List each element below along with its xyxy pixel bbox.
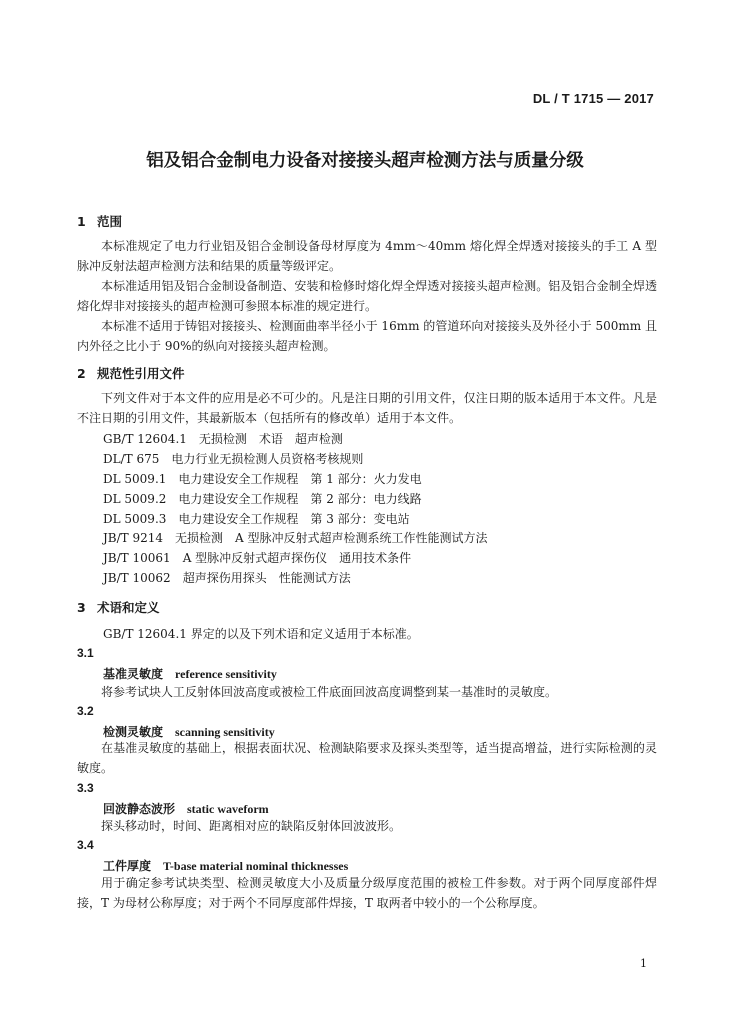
term-definition: 用于确定参考试块类型、检测灵敏度大小及质量分级厚度范围的被检工件参数。对于两个同厚度部件焊接，T 为母材公称厚度；对于两个不同厚度部件焊接，T 取两者中较小的一个公称厚度。 xyxy=(77,876,657,911)
section-3-intro: GB/T 12604.1 界定的以及下列术语和定义适用于本标准。 xyxy=(103,627,419,641)
term-definition: 探头移动时，时间、距离相对应的缺陷反射体回波波形。 xyxy=(101,819,402,833)
section-number: 1 xyxy=(77,214,86,229)
term-zh: 回波静态波形 xyxy=(103,802,176,816)
reference-title: 电力建设安全工作规程 第 3 部分：变电站 xyxy=(178,512,410,526)
reference-code: JB/T 9214 xyxy=(103,531,164,545)
section-1-heading xyxy=(77,212,122,230)
term-number: 3.4 xyxy=(77,838,94,852)
reference-code: DL 5009.1 xyxy=(103,472,167,486)
section-1-paragraph-2: 本标准适用铝及铝合金制设备制造、安装和检修时熔化焊全焊透对接接头超声检测。铝及铝合金制全焊透熔化焊非对接接头的超声检测可参照本标准的规定进行。 xyxy=(77,279,657,314)
reference-code: DL 5009.3 xyxy=(103,512,167,526)
standard-code: DL / T 1715 — 2017 xyxy=(532,91,654,106)
section-1-paragraph-3: 本标准不适用于铸铝对接接头、检测面曲率半径小于 16mm 的管道环向对接接头及外径小于 500mm 且内外径之比小于 90%的纵向对接接头超声检测。 xyxy=(77,319,657,354)
reference-title: 无损检测 A 型脉冲反射式超声检测系统工作性能测试方法 xyxy=(175,531,488,545)
term-name xyxy=(103,800,269,817)
reference-item xyxy=(103,568,351,588)
section-2-intro: 下列文件对于本文件的应用是必不可少的。凡是注日期的引用文件，仅注日期的版本适用于本文件。凡是不注日期的引用文件，其最新版本（包括所有的修改单）适用于本文件。 xyxy=(77,391,657,426)
section-3-heading xyxy=(77,598,160,616)
reference-title: 电力建设安全工作规程 第 1 部分：火力发电 xyxy=(178,472,422,486)
term-number: 3.3 xyxy=(77,781,94,795)
reference-item xyxy=(103,548,411,568)
page-number: 1 xyxy=(640,957,647,970)
section-number: 2 xyxy=(77,366,86,381)
term-definition: 将参考试块人工反射体回波高度或被检工件底面回波高度调整到某一基准时的灵敏度。 xyxy=(101,685,558,699)
reference-title: 电力行业无损检测人员资格考核规则 xyxy=(171,452,364,466)
section-1-paragraph-1: 本标准规定了电力行业铝及铝合金制设备母材厚度为 4mm～40mm 熔化焊全焊透对接接头的手工 A 型脉冲反射法超声检测方法和结果的质量等级评定。 xyxy=(77,239,657,274)
reference-title: 电力建设安全工作规程 第 2 部分：电力线路 xyxy=(178,492,422,506)
reference-code: GB/T 12604.1 xyxy=(103,432,187,446)
term-zh: 基准灵敏度 xyxy=(103,667,164,681)
reference-code: DL 5009.2 xyxy=(103,492,167,506)
document-title: 铝及铝合金制电力设备对接接头超声检测方法与质量分级 xyxy=(146,151,584,171)
reference-title: 超声探伤用探头 性能测试方法 xyxy=(182,571,351,585)
term-en: T-base material nominal thicknesses xyxy=(163,859,349,873)
term-en: reference sensitivity xyxy=(175,667,277,681)
section-title: 术语和定义 xyxy=(97,600,160,615)
term-en: static waveform xyxy=(187,802,269,816)
reference-item xyxy=(103,509,410,529)
reference-item xyxy=(103,449,363,469)
term-number: 3.2 xyxy=(77,704,94,718)
section-title: 规范性引用文件 xyxy=(97,366,185,381)
reference-item xyxy=(103,469,422,489)
term-number: 3.1 xyxy=(77,646,94,660)
term-definition: 在基准灵敏度的基础上，根据表面状况、检测缺陷要求及探头类型等，适当提高增益，进行实际检测的灵敏度。 xyxy=(77,741,657,776)
section-2-heading xyxy=(77,364,185,382)
reference-item xyxy=(103,429,343,449)
term-name xyxy=(103,857,348,874)
term-name xyxy=(103,665,277,682)
term-en: scanning sensitivity xyxy=(175,725,275,739)
term-zh: 检测灵敏度 xyxy=(103,725,164,739)
reference-item xyxy=(103,489,422,509)
reference-item xyxy=(103,528,488,548)
reference-title: 无损检测 术语 超声检测 xyxy=(198,432,343,446)
reference-title: A 型脉冲反射式超声探伤仪 通用技术条件 xyxy=(182,551,412,565)
section-number: 3 xyxy=(77,600,86,615)
term-zh: 工件厚度 xyxy=(103,859,152,873)
section-title: 范围 xyxy=(97,214,123,229)
reference-code: JB/T 10061 xyxy=(103,551,171,565)
reference-code: JB/T 10062 xyxy=(103,571,171,585)
reference-code: DL/T 675 xyxy=(103,452,160,466)
